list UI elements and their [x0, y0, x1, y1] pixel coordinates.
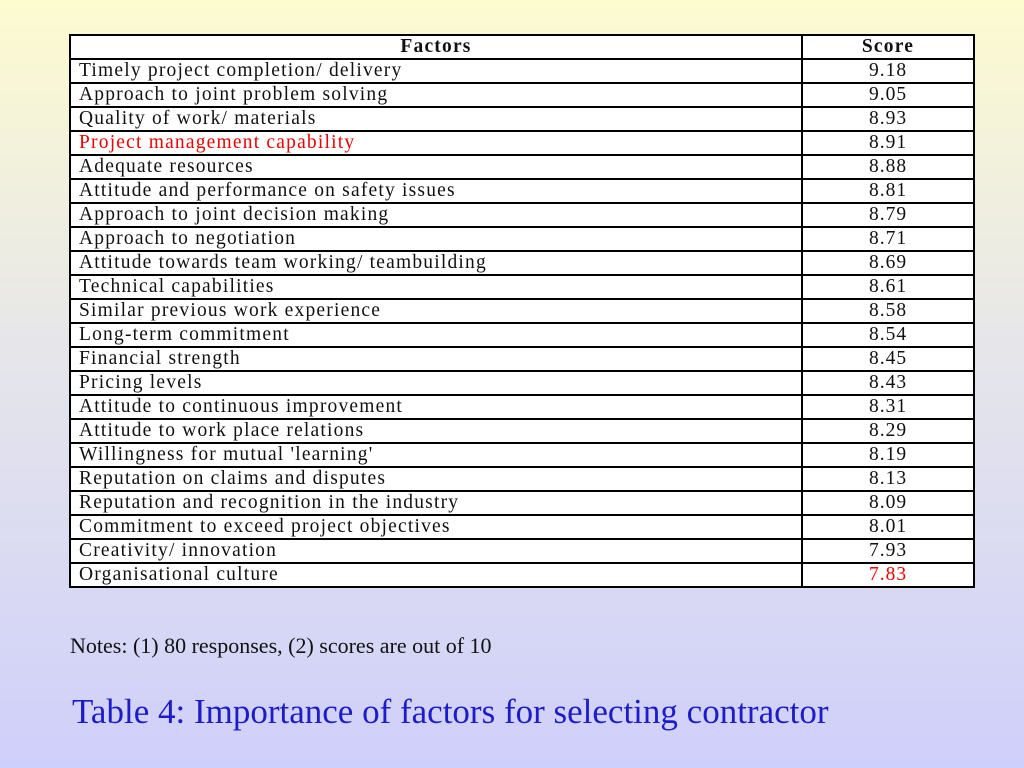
table-header-row: [70, 35, 974, 59]
table-row: [70, 275, 974, 299]
table-row: [70, 179, 974, 203]
score-cell: 7.93: [802, 539, 974, 563]
score-cell: 8.81: [802, 179, 974, 203]
header-factors: Factors: [70, 35, 802, 59]
table-row: [70, 227, 974, 251]
factor-cell: Attitude towards team working/ teambuilding: [70, 251, 802, 275]
score-cell: 8.29: [802, 419, 974, 443]
score-cell: 8.79: [802, 203, 974, 227]
table-row: [70, 251, 974, 275]
factor-cell: Attitude to continuous improvement: [70, 395, 802, 419]
score-cell: 8.58: [802, 299, 974, 323]
factor-cell: Attitude and performance on safety issues: [70, 179, 802, 203]
table-row: [70, 155, 974, 179]
table-row: [70, 515, 974, 539]
factor-cell: Financial strength: [70, 347, 802, 371]
factors-table-container: [69, 34, 973, 588]
score-cell: 8.43: [802, 371, 974, 395]
factor-cell: Pricing levels: [70, 371, 802, 395]
score-cell: 8.93: [802, 107, 974, 131]
table-row: [70, 467, 974, 491]
factor-cell: Reputation on claims and disputes: [70, 467, 802, 491]
table-row: [70, 443, 974, 467]
score-cell: 8.91: [802, 131, 974, 155]
factor-cell: Approach to joint problem solving: [70, 83, 802, 107]
factor-cell: Similar previous work experience: [70, 299, 802, 323]
table-body: [70, 59, 974, 587]
factor-cell: Creativity/ innovation: [70, 539, 802, 563]
score-cell: 8.69: [802, 251, 974, 275]
factors-table: [69, 34, 975, 588]
factor-cell: Approach to negotiation: [70, 227, 802, 251]
table-row: [70, 323, 974, 347]
factor-cell: Willingness for mutual 'learning': [70, 443, 802, 467]
factor-cell: Attitude to work place relations: [70, 419, 802, 443]
table-row: [70, 395, 974, 419]
factor-cell: Adequate resources: [70, 155, 802, 179]
score-cell: 8.31: [802, 395, 974, 419]
table-notes: Notes: (1) 80 responses, (2) scores are out of 10: [70, 633, 492, 658]
score-cell: 8.45: [802, 347, 974, 371]
table-row: [70, 203, 974, 227]
score-cell: 8.88: [802, 155, 974, 179]
factor-cell: Commitment to exceed project objectives: [70, 515, 802, 539]
table-row: [70, 83, 974, 107]
score-cell: 9.18: [802, 59, 974, 83]
factor-cell: Organisational culture: [70, 563, 802, 587]
header-score: Score: [802, 35, 974, 59]
score-cell: 8.01: [802, 515, 974, 539]
table-row: [70, 131, 974, 155]
score-cell: 8.13: [802, 467, 974, 491]
factor-cell: Quality of work/ materials: [70, 107, 802, 131]
score-cell: 8.61: [802, 275, 974, 299]
table-row: [70, 347, 974, 371]
score-cell: 8.71: [802, 227, 974, 251]
factor-cell: Long-term commitment: [70, 323, 802, 347]
table-row: [70, 107, 974, 131]
score-cell: 7.83: [802, 563, 974, 587]
table-row: [70, 419, 974, 443]
table-row: [70, 299, 974, 323]
factor-cell: Reputation and recognition in the industry: [70, 491, 802, 515]
factor-cell: Timely project completion/ delivery: [70, 59, 802, 83]
score-cell: 8.09: [802, 491, 974, 515]
table-row: [70, 563, 974, 587]
score-cell: 8.54: [802, 323, 974, 347]
factor-cell: Technical capabilities: [70, 275, 802, 299]
table-row: [70, 539, 974, 563]
factor-cell: Approach to joint decision making: [70, 203, 802, 227]
score-cell: 8.19: [802, 443, 974, 467]
table-row: [70, 491, 974, 515]
score-cell: 9.05: [802, 83, 974, 107]
factor-cell: Project management capability: [70, 131, 802, 155]
table-row: [70, 371, 974, 395]
table-caption: Table 4: Importance of factors for selecting contractor: [72, 692, 829, 731]
table-row: [70, 59, 974, 83]
